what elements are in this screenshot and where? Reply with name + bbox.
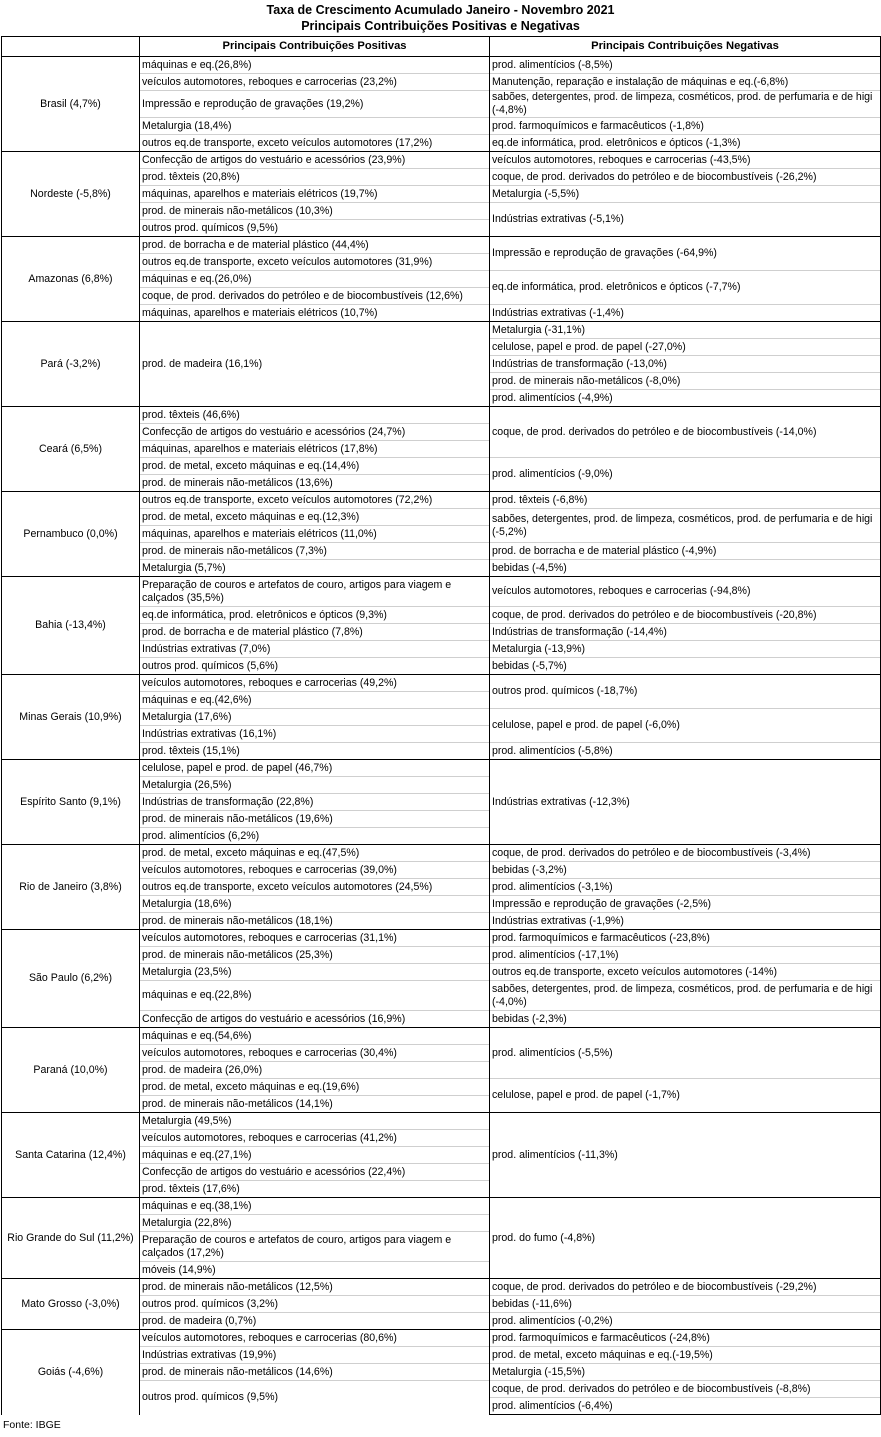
negative-contribution: celulose, papel e prod. de papel (-27,0%) — [490, 339, 881, 356]
negative-contribution: Metalurgia (-15,5%) — [490, 1364, 881, 1381]
positive-contribution: Metalurgia (26,5%) — [140, 777, 490, 794]
positive-contribution: outros prod. químicos (9,5%) — [140, 1381, 490, 1415]
state-cell: Minas Gerais (10,9%) — [2, 675, 140, 760]
table-row — [2, 322, 881, 339]
negative-contribution: Metalurgia (-5,5%) — [490, 186, 881, 203]
positive-contribution: Confecção de artigos do vestuário e acessórios (16,9%) — [140, 1011, 490, 1028]
table-row — [2, 407, 881, 424]
positive-contribution: celulose, papel e prod. de papel (46,7%) — [140, 760, 490, 777]
state-cell: Pernambuco (0,0%) — [2, 492, 140, 577]
negative-contribution: outros eq.de transporte, exceto veículos automotores (-14%) — [490, 964, 881, 981]
positive-contribution: prod. têxteis (46,6%) — [140, 407, 490, 424]
positive-contribution: veículos automotores, reboques e carrocerias (30,4%) — [140, 1045, 490, 1062]
positive-contribution: prod. alimentícios (6,2%) — [140, 828, 490, 845]
negative-contribution: Impressão e reprodução de gravações (-2,5%) — [490, 896, 881, 913]
negative-contribution: prod. alimentícios (-5,5%) — [490, 1028, 881, 1079]
state-cell: Goiás (-4,6%) — [2, 1330, 140, 1415]
positive-contribution: máquinas e eq.(27,1%) — [140, 1147, 490, 1164]
positive-contribution: veículos automotores, reboques e carrocerias (31,1%) — [140, 930, 490, 947]
table-row — [2, 760, 881, 777]
positive-contribution: outros eq.de transporte, exceto veículos automotores (31,9%) — [140, 254, 490, 271]
positive-contribution: Metalurgia (23,5%) — [140, 964, 490, 981]
table-row — [2, 845, 881, 862]
negative-contribution: Metalurgia (-31,1%) — [490, 322, 881, 339]
table-row — [2, 1279, 881, 1296]
positive-contribution: máquinas, aparelhos e materiais elétricos (10,7%) — [140, 305, 490, 322]
positive-contribution: prod. têxteis (17,6%) — [140, 1181, 490, 1198]
positive-contribution: Impressão e reprodução de gravações (19,2%) — [140, 91, 490, 118]
state-cell: Brasil (4,7%) — [2, 57, 140, 152]
negative-contribution: coque, de prod. derivados do petróleo e de biocombustíveis (-3,4%) — [490, 845, 881, 862]
negative-contribution: veículos automotores, reboques e carrocerias (-43,5%) — [490, 152, 881, 169]
positive-contribution: veículos automotores, reboques e carrocerias (49,2%) — [140, 675, 490, 692]
negative-contribution: coque, de prod. derivados do petróleo e de biocombustíveis (-14,0%) — [490, 407, 881, 458]
page-title: Taxa de Crescimento Acumulado Janeiro - Novembro 2021 — [266, 3, 615, 17]
negative-contribution: Indústrias de transformação (-13,0%) — [490, 356, 881, 373]
negative-contribution: sabões, detergentes, prod. de limpeza, cosméticos, prod. de perfumaria e de higi (-5,2%) — [490, 509, 881, 543]
negative-contribution: prod. de minerais não-metálicos (-8,0%) — [490, 373, 881, 390]
negative-contribution: Metalurgia (-13,9%) — [490, 641, 881, 658]
negative-contribution: prod. alimentícios (-4,9%) — [490, 390, 881, 407]
negative-contribution: prod. alimentícios (-11,3%) — [490, 1113, 881, 1198]
positive-contribution: prod. de madeira (0,7%) — [140, 1313, 490, 1330]
negative-contribution: celulose, papel e prod. de papel (-1,7%) — [490, 1079, 881, 1113]
positive-contribution: prod. de minerais não-metálicos (25,3%) — [140, 947, 490, 964]
positive-contribution: máquinas e eq.(42,6%) — [140, 692, 490, 709]
state-cell: Bahia (-13,4%) — [2, 577, 140, 675]
negative-contribution: prod. farmoquímicos e farmacêuticos (-1,8%) — [490, 118, 881, 135]
positive-contribution: outros eq.de transporte, exceto veículos automotores (72,2%) — [140, 492, 490, 509]
state-cell: Rio Grande do Sul (11,2%) — [2, 1198, 140, 1279]
negative-contribution: prod. têxteis (-6,8%) — [490, 492, 881, 509]
negative-contribution: coque, de prod. derivados do petróleo e de biocombustíveis (-8,8%) — [490, 1381, 881, 1398]
negative-contribution: bebidas (-11,6%) — [490, 1296, 881, 1313]
negative-contribution: eq.de informática, prod. eletrônicos e ópticos (-7,7%) — [490, 271, 881, 305]
positive-contribution: Metalurgia (22,8%) — [140, 1215, 490, 1232]
state-cell: Amazonas (6,8%) — [2, 237, 140, 322]
positive-contribution: Indústrias extrativas (19,9%) — [140, 1347, 490, 1364]
positive-contribution: máquinas, aparelhos e materiais elétricos (11,0%) — [140, 526, 490, 543]
positive-contribution: prod. de metal, exceto máquinas e eq.(14,4%) — [140, 458, 490, 475]
positive-contribution: máquinas e eq.(26,8%) — [140, 57, 490, 74]
title-block — [0, 0, 881, 36]
state-cell: Pará (-3,2%) — [2, 322, 140, 407]
state-cell: Rio de Janeiro (3,8%) — [2, 845, 140, 930]
positive-contribution: eq.de informática, prod. eletrônicos e ópticos (9,3%) — [140, 607, 490, 624]
negative-contribution: Indústrias extrativas (-1,4%) — [490, 305, 881, 322]
state-cell: Ceará (6,5%) — [2, 407, 140, 492]
positive-contribution: prod. de minerais não-metálicos (13,6%) — [140, 475, 490, 492]
table-row — [2, 1028, 881, 1045]
positive-contribution: Metalurgia (18,4%) — [140, 118, 490, 135]
positive-contribution: Confecção de artigos do vestuário e acessórios (23,9%) — [140, 152, 490, 169]
positive-contribution: prod. de minerais não-metálicos (19,6%) — [140, 811, 490, 828]
table-row — [2, 492, 881, 509]
table-body — [2, 57, 881, 1415]
state-cell: Paraná (10,0%) — [2, 1028, 140, 1113]
negative-contribution: prod. alimentícios (-0,2%) — [490, 1313, 881, 1330]
source-note: Fonte: IBGE — [3, 1419, 61, 1431]
negative-contribution: veículos automotores, reboques e carrocerias (-94,8%) — [490, 577, 881, 607]
state-cell: Nordeste (-5,8%) — [2, 152, 140, 237]
positive-contribution: prod. têxteis (15,1%) — [140, 743, 490, 760]
positive-contribution: prod. de madeira (26,0%) — [140, 1062, 490, 1079]
table-row — [2, 1198, 881, 1215]
negative-contribution: prod. farmoquímicos e farmacêuticos (-24,8%) — [490, 1330, 881, 1347]
positive-contribution: prod. de madeira (16,1%) — [140, 322, 490, 407]
positive-contribution: Indústrias extrativas (16,1%) — [140, 726, 490, 743]
positive-contribution: Confecção de artigos do vestuário e acessórios (22,4%) — [140, 1164, 490, 1181]
negative-contribution: prod. de borracha e de material plástico (-4,9%) — [490, 543, 881, 560]
table-row — [2, 237, 881, 254]
positive-contribution: máquinas, aparelhos e materiais elétricos (19,7%) — [140, 186, 490, 203]
positive-contribution: veículos automotores, reboques e carrocerias (39,0%) — [140, 862, 490, 879]
table-row — [2, 1113, 881, 1130]
state-cell: Espírito Santo (9,1%) — [2, 760, 140, 845]
negative-contribution: bebidas (-3,2%) — [490, 862, 881, 879]
positive-contribution: máquinas e eq.(26,0%) — [140, 271, 490, 288]
positive-contribution: Indústrias de transformação (22,8%) — [140, 794, 490, 811]
positive-contribution: Indústrias extrativas (7,0%) — [140, 641, 490, 658]
positive-contribution: prod. têxteis (20,8%) — [140, 169, 490, 186]
positive-contribution: prod. de borracha e de material plástico (44,4%) — [140, 237, 490, 254]
negative-contribution: prod. alimentícios (-5,8%) — [490, 743, 881, 760]
negative-contribution: Indústrias extrativas (-12,3%) — [490, 760, 881, 845]
positive-contribution: prod. de borracha e de material plástico (7,8%) — [140, 624, 490, 641]
table-row — [2, 152, 881, 169]
positive-contribution: prod. de minerais não-metálicos (12,5%) — [140, 1279, 490, 1296]
negative-contribution: coque, de prod. derivados do petróleo e de biocombustíveis (-29,2%) — [490, 1279, 881, 1296]
negative-contribution: coque, de prod. derivados do petróleo e de biocombustíveis (-20,8%) — [490, 607, 881, 624]
positive-contribution: prod. de metal, exceto máquinas e eq.(47,5%) — [140, 845, 490, 862]
table-row — [2, 577, 881, 607]
positive-contribution: Confecção de artigos do vestuário e acessórios (24,7%) — [140, 424, 490, 441]
negative-contribution: bebidas (-2,3%) — [490, 1011, 881, 1028]
negative-contribution: prod. do fumo (-4,8%) — [490, 1198, 881, 1279]
positive-contribution: prod. de metal, exceto máquinas e eq.(12,3%) — [140, 509, 490, 526]
positive-contribution: outros prod. químicos (5,6%) — [140, 658, 490, 675]
positive-contribution: outros prod. químicos (9,5%) — [140, 220, 490, 237]
negative-contribution: bebidas (-5,7%) — [490, 658, 881, 675]
negative-contribution: Indústrias extrativas (-1,9%) — [490, 913, 881, 930]
positive-contribution: Metalurgia (17,6%) — [140, 709, 490, 726]
negative-contribution: prod. de metal, exceto máquinas e eq.(-19,5%) — [490, 1347, 881, 1364]
positive-contribution: Preparação de couros e artefatos de couro, artigos para viagem e calçados (35,5%) — [140, 577, 490, 607]
header-state — [2, 37, 140, 57]
positive-contribution: máquinas e eq.(38,1%) — [140, 1198, 490, 1215]
negative-contribution: Indústrias extrativas (-5,1%) — [490, 203, 881, 237]
positive-contribution: outros eq.de transporte, exceto veículos automotores (24,5%) — [140, 879, 490, 896]
positive-contribution: Preparação de couros e artefatos de couro, artigos para viagem e calçados (17,2%) — [140, 1232, 490, 1262]
table-row — [2, 57, 881, 74]
positive-contribution: prod. de minerais não-metálicos (7,3%) — [140, 543, 490, 560]
positive-contribution: veículos automotores, reboques e carrocerias (23,2%) — [140, 74, 490, 91]
negative-contribution: celulose, papel e prod. de papel (-6,0%) — [490, 709, 881, 743]
negative-contribution: prod. alimentícios (-6,4%) — [490, 1398, 881, 1415]
positive-contribution: máquinas, aparelhos e materiais elétricos (17,8%) — [140, 441, 490, 458]
positive-contribution: Metalurgia (49,5%) — [140, 1113, 490, 1130]
positive-contribution: veículos automotores, reboques e carrocerias (41,2%) — [140, 1130, 490, 1147]
positive-contribution: prod. de minerais não-metálicos (18,1%) — [140, 913, 490, 930]
table-row — [2, 930, 881, 947]
negative-contribution: prod. farmoquímicos e farmacêuticos (-23,8%) — [490, 930, 881, 947]
positive-contribution: prod. de metal, exceto máquinas e eq.(19,6%) — [140, 1079, 490, 1096]
positive-contribution: prod. de minerais não-metálicos (14,1%) — [140, 1096, 490, 1113]
negative-contribution: prod. alimentícios (-8,5%) — [490, 57, 881, 74]
state-cell: Mato Grosso (-3,0%) — [2, 1279, 140, 1330]
negative-contribution: Impressão e reprodução de gravações (-64,9%) — [490, 237, 881, 271]
negative-contribution: prod. alimentícios (-3,1%) — [490, 879, 881, 896]
positive-contribution: prod. de minerais não-metálicos (14,6%) — [140, 1364, 490, 1381]
positive-contribution: coque, de prod. derivados do petróleo e de biocombustíveis (12,6%) — [140, 288, 490, 305]
header-negative: Principais Contribuições Negativas — [490, 37, 881, 57]
positive-contribution: máquinas e eq.(54,6%) — [140, 1028, 490, 1045]
negative-contribution: sabões, detergentes, prod. de limpeza, cosméticos, prod. de perfumaria e de higi (-4,8%) — [490, 91, 881, 118]
negative-contribution: outros prod. químicos (-18,7%) — [490, 675, 881, 709]
positive-contribution: Metalurgia (18,6%) — [140, 896, 490, 913]
negative-contribution: Indústrias de transformação (-14,4%) — [490, 624, 881, 641]
state-cell: São Paulo (6,2%) — [2, 930, 140, 1028]
header-positive: Principais Contribuições Positivas — [140, 37, 490, 57]
negative-contribution: eq.de informática, prod. eletrônicos e ópticos (-1,3%) — [490, 135, 881, 152]
positive-contribution: outros prod. químicos (3,2%) — [140, 1296, 490, 1313]
positive-contribution: outros eq.de transporte, exceto veículos automotores (17,2%) — [140, 135, 490, 152]
negative-contribution: prod. alimentícios (-17,1%) — [490, 947, 881, 964]
negative-contribution: prod. alimentícios (-9,0%) — [490, 458, 881, 492]
positive-contribution: prod. de minerais não-metálicos (10,3%) — [140, 203, 490, 220]
negative-contribution: bebidas (-4,5%) — [490, 560, 881, 577]
positive-contribution: Metalurgia (5,7%) — [140, 560, 490, 577]
header-row — [2, 37, 881, 57]
contributions-table — [1, 36, 881, 1415]
state-cell: Santa Catarina (12,4%) — [2, 1113, 140, 1198]
positive-contribution: móveis (14,9%) — [140, 1262, 490, 1279]
positive-contribution: veículos automotores, reboques e carrocerias (80,6%) — [140, 1330, 490, 1347]
table-row — [2, 675, 881, 692]
page-subtitle: Principais Contribuições Positivas e Negativas — [301, 19, 580, 33]
negative-contribution: sabões, detergentes, prod. de limpeza, cosméticos, prod. de perfumaria e de higi (-4,0%) — [490, 981, 881, 1011]
positive-contribution: máquinas e eq.(22,8%) — [140, 981, 490, 1011]
negative-contribution: coque, de prod. derivados do petróleo e de biocombustíveis (-26,2%) — [490, 169, 881, 186]
negative-contribution: Manutenção, reparação e instalação de máquinas e eq.(-6,8%) — [490, 74, 881, 91]
table-row — [2, 1330, 881, 1347]
